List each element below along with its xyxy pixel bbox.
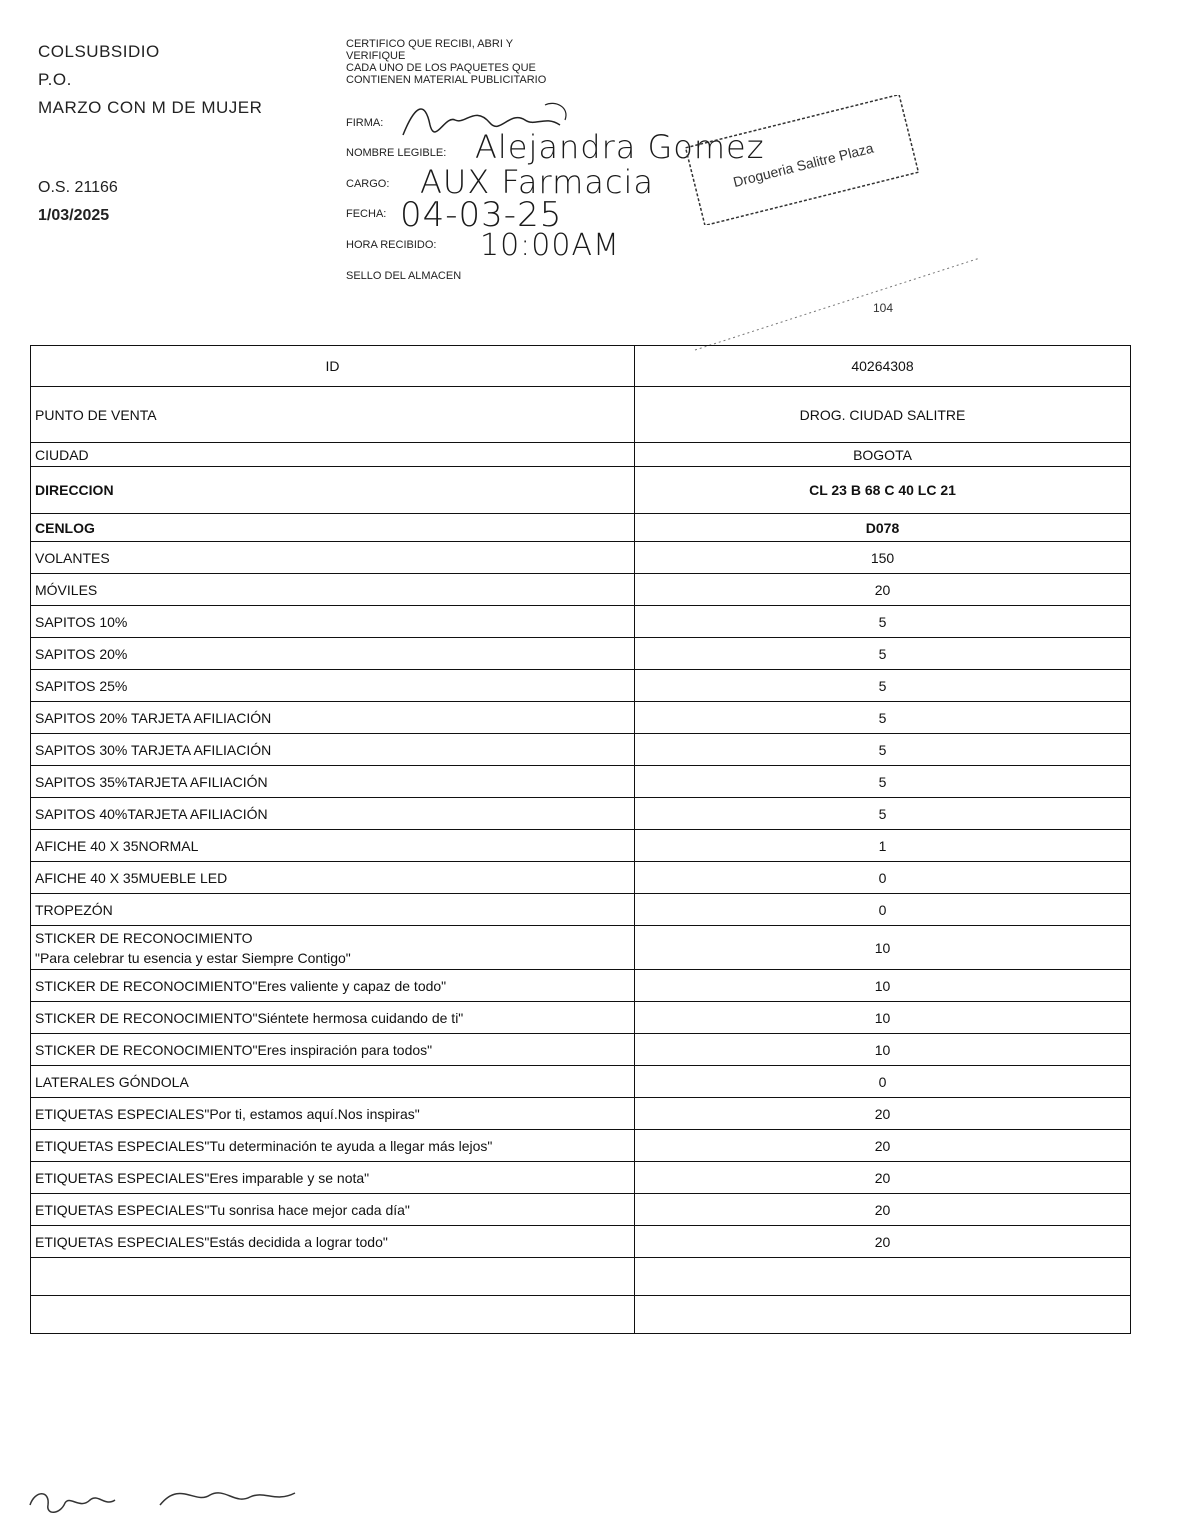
table-row <box>31 1194 1131 1226</box>
firma-label: FIRMA: <box>346 117 384 129</box>
row-label-line1: STICKER DE RECONOCIMIENTO <box>35 929 253 946</box>
row-value: 5 <box>635 638 1131 670</box>
row-value: DROG. CIUDAD SALITRE <box>635 387 1131 443</box>
table-row <box>31 894 1131 926</box>
row-value: 5 <box>635 734 1131 766</box>
handwritten-cargo: AUX Farmacia <box>420 163 654 201</box>
materials-table <box>30 345 1131 1334</box>
row-label: LATERALES GÓNDOLA <box>31 1066 635 1098</box>
row-value: 20 <box>635 1194 1131 1226</box>
row-value: 5 <box>635 606 1131 638</box>
store-stamp <box>682 95 922 225</box>
sello-label: SELLO DEL ALMACEN <box>346 270 462 282</box>
row-value: 1 <box>635 830 1131 862</box>
row-value: 20 <box>635 1098 1131 1130</box>
handwritten-fecha: 04-03-25 <box>400 195 563 235</box>
row-label: ETIQUETAS ESPECIALES"Tu sonrisa hace mejor cada día" <box>31 1194 635 1226</box>
row-value: D078 <box>635 514 1131 542</box>
table-row <box>31 830 1131 862</box>
row-value: 5 <box>635 766 1131 798</box>
empty-cell <box>635 1258 1131 1296</box>
table-row <box>31 1226 1131 1258</box>
row-label: CIUDAD <box>31 443 635 467</box>
empty-cell <box>31 1296 635 1334</box>
row-label: SAPITOS 20% TARJETA AFILIACIÓN <box>31 702 635 734</box>
certificate-text <box>346 38 606 86</box>
row-label: SAPITOS 30% TARJETA AFILIACIÓN <box>31 734 635 766</box>
row-label-line2: "Para celebrar tu esencia y estar Siempre Contigo" <box>35 949 351 966</box>
table-row <box>31 443 1131 467</box>
table-row <box>31 702 1131 734</box>
row-value: 20 <box>635 1162 1131 1194</box>
table-row <box>31 1130 1131 1162</box>
empty-cell <box>31 1258 635 1296</box>
row-label: SAPITOS 20% <box>31 638 635 670</box>
row-value: 0 <box>635 894 1131 926</box>
row-label: DIRECCION <box>31 467 635 514</box>
row-label: CENLOG <box>31 514 635 542</box>
row-label <box>31 926 635 970</box>
table-row <box>31 542 1131 574</box>
table-row <box>31 1002 1131 1034</box>
certificate-line: CADA UNO DE LOS PAQUETES QUE <box>346 62 536 74</box>
table-row <box>31 766 1131 798</box>
row-label: STICKER DE RECONOCIMIENTO"Siéntete hermosa cuidando de ti" <box>31 1002 635 1034</box>
table-row <box>31 862 1131 894</box>
row-label: VOLANTES <box>31 542 635 574</box>
fecha-label: FECHA: <box>346 208 387 220</box>
table-row-empty <box>31 1258 1131 1296</box>
certificate-line: VERIFIQUE <box>346 50 406 62</box>
row-label: AFICHE 40 X 35NORMAL <box>31 830 635 862</box>
row-label: STICKER DE RECONOCIMIENTO"Eres inspiración para todos" <box>31 1034 635 1066</box>
row-value: 10 <box>635 1034 1131 1066</box>
cargo-label: CARGO: <box>346 178 390 190</box>
header-left <box>38 38 262 122</box>
row-value: 0 <box>635 862 1131 894</box>
row-label: SAPITOS 25% <box>31 670 635 702</box>
table-row <box>31 1162 1131 1194</box>
empty-cell <box>635 1296 1131 1334</box>
row-value: 10 <box>635 1002 1131 1034</box>
table-row <box>31 514 1131 542</box>
handwritten-hora: 10:00AM <box>480 228 620 263</box>
nombre-label: NOMBRE LEGIBLE: <box>346 147 447 159</box>
row-value: 20 <box>635 574 1131 606</box>
certificate-line: CONTIENEN MATERIAL PUBLICITARIO <box>346 74 547 86</box>
campaign-name: MARZO CON M DE MUJER <box>38 98 263 117</box>
table-row <box>31 387 1131 443</box>
row-label: SAPITOS 10% <box>31 606 635 638</box>
row-value: 150 <box>635 542 1131 574</box>
row-label: SAPITOS 40%TARJETA AFILIACIÓN <box>31 798 635 830</box>
row-label: AFICHE 40 X 35MUEBLE LED <box>31 862 635 894</box>
row-label: ETIQUETAS ESPECIALES"Por ti, estamos aquí.Nos inspiras" <box>31 1098 635 1130</box>
table-row <box>31 1066 1131 1098</box>
table-row <box>31 926 1131 970</box>
row-label: TROPEZÓN <box>31 894 635 926</box>
row-label: SAPITOS 35%TARJETA AFILIACIÓN <box>31 766 635 798</box>
order-block <box>38 174 118 230</box>
row-label: PUNTO DE VENTA <box>31 387 635 443</box>
stamp-text: Drogueria Salitre Plaza <box>731 139 875 191</box>
page-number: 104 <box>873 301 894 315</box>
table-row <box>31 798 1131 830</box>
table-row <box>31 606 1131 638</box>
company-name: COLSUBSIDIO <box>38 42 160 61</box>
row-value: 5 <box>635 798 1131 830</box>
row-label: ID <box>31 346 635 387</box>
row-label: ETIQUETAS ESPECIALES"Eres imparable y se nota" <box>31 1162 635 1194</box>
handwritten-name: Alejandra Gomez <box>475 128 765 166</box>
os-number: O.S. 21166 <box>38 179 118 196</box>
hora-label: HORA RECIBIDO: <box>346 239 437 251</box>
table-row <box>31 1034 1131 1066</box>
row-value: 10 <box>635 970 1131 1002</box>
table-row-empty <box>31 1296 1131 1334</box>
table-row <box>31 970 1131 1002</box>
row-value: 0 <box>635 1066 1131 1098</box>
row-label: MÓVILES <box>31 574 635 606</box>
table-row <box>31 734 1131 766</box>
row-value: 10 <box>635 926 1131 970</box>
table-row <box>31 346 1131 387</box>
table-row <box>31 1098 1131 1130</box>
row-value: 5 <box>635 702 1131 734</box>
row-label: ETIQUETAS ESPECIALES"Tu determinación te ayuda a llegar más lejos" <box>31 1130 635 1162</box>
row-value: 20 <box>635 1226 1131 1258</box>
row-value: CL 23 B 68 C 40 LC 21 <box>635 467 1131 514</box>
order-date: 1/03/2025 <box>38 207 110 224</box>
row-label: STICKER DE RECONOCIMIENTO"Eres valiente y capaz de todo" <box>31 970 635 1002</box>
row-label: ETIQUETAS ESPECIALES"Estás decidida a lograr todo" <box>31 1226 635 1258</box>
table-row <box>31 467 1131 514</box>
certificate-line: CERTIFICO QUE RECIBI, ABRI Y <box>346 38 514 50</box>
table-row <box>31 638 1131 670</box>
row-value: BOGOTA <box>635 443 1131 467</box>
po-label: P.O. <box>38 70 72 89</box>
row-value: 40264308 <box>635 346 1131 387</box>
bottom-handwriting <box>20 1475 320 1525</box>
row-value: 20 <box>635 1130 1131 1162</box>
row-value: 5 <box>635 670 1131 702</box>
stray-line <box>690 250 990 360</box>
table-row <box>31 574 1131 606</box>
table-row <box>31 670 1131 702</box>
